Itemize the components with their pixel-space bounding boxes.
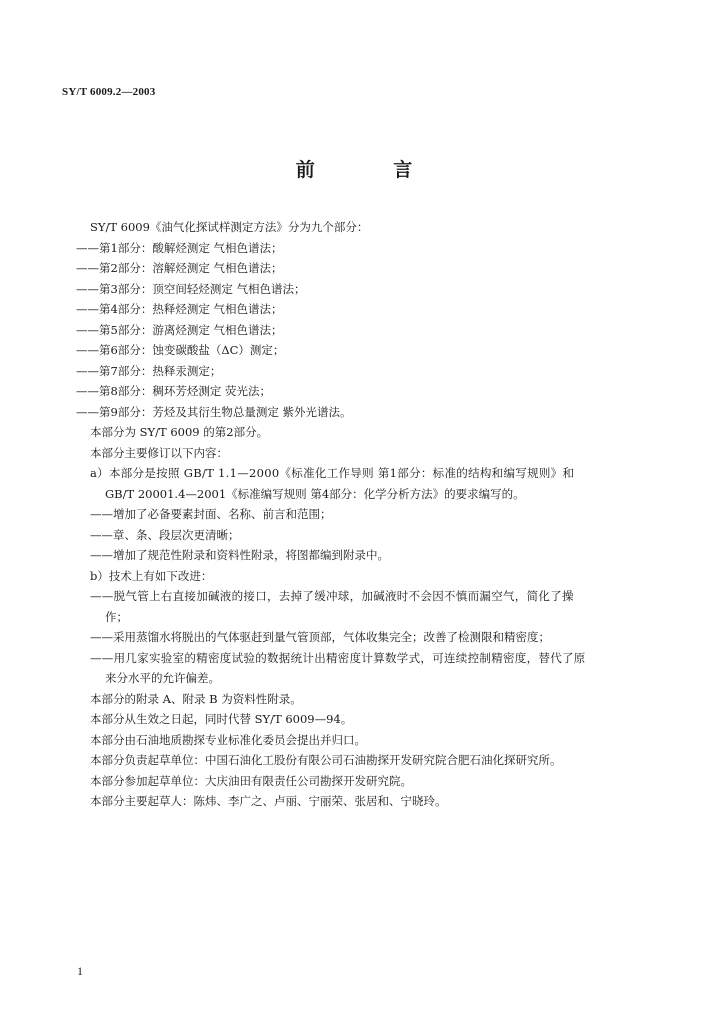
foreword-line: ——章、条、段层次更清晰； <box>90 527 240 542</box>
page-title: 前 言 <box>295 159 449 181</box>
foreword-line: ——第5部分：游离烃测定 气相色谱法； <box>76 322 283 337</box>
foreword-line: ——第8部分：稠环芳烃测定 荧光法； <box>76 384 271 398</box>
foreword-line: ——第9部分：芳烃及其衍生物总量测定 紫外光谱法。 <box>76 404 352 419</box>
foreword-line: ——增加了规范性附录和资料性附录，将图都编到附录中。 <box>90 548 389 562</box>
foreword-line: ——第3部分：顶空间轻烃测定 气相色谱法； <box>76 281 306 296</box>
foreword-line: 本部分由石油地质勘探专业标准化委员会提出并归口。 <box>90 732 366 747</box>
foreword-line: ——脱气管上右直接加碱液的接口，去掉了缓冲球，加碱液时不会因不慎而漏空气，简化了操 <box>90 589 574 603</box>
page-number: 1 <box>77 964 83 978</box>
foreword-line: SY/T 6009《油气化探试样测定方法》分为九个部分： <box>90 220 369 234</box>
foreword-line: ——采用蒸馏水将脱出的气体驱赶到量气管顶部，气体收集完全；改善了检测限和精密度； <box>90 630 550 644</box>
foreword-line: 本部分的附录 A、附录 B 为资料性附录。 <box>90 691 302 706</box>
foreword-line: 本部分主要起草人：陈炜、李广之、卢丽、宁丽荣、张居和、宁晓玲。 <box>90 794 447 808</box>
foreword-line: ——第7部分：热释汞测定； <box>76 363 222 378</box>
foreword-line: ——第1部分：酸解烃测定 气相色谱法； <box>76 240 283 255</box>
foreword-line: 来分水平的允许偏差。 <box>105 671 220 685</box>
foreword-line: ——第6部分：蚀变碳酸盐（ΔC）测定； <box>76 343 285 357</box>
foreword-line: 本部分为 SY/T 6009 的第2部分。 <box>90 425 269 439</box>
foreword-line: 本部分从生效之日起，同时代替 SY/T 6009—94。 <box>90 712 353 726</box>
standard-code: SY/T 6009.2—2003 <box>62 86 156 98</box>
foreword-line: 本部分负责起草单位：中国石油化工股份有限公司石油勘探开发研究院合肥石油化探研究所。 <box>90 753 562 767</box>
foreword-body <box>62 217 652 812</box>
foreword-line: GB/T 20001.4—2001《标准编写规则 第4部分：化学分析方法》的要求编写的。 <box>105 486 525 501</box>
foreword-line: b）技术上有如下改进： <box>90 568 213 583</box>
foreword-line: a）本部分是按照 GB/T 1.1—2000《标准化工作导则 第1部分：标准的结构和编写规则》和 <box>90 466 575 480</box>
foreword-line: 作； <box>105 609 128 624</box>
foreword-line: ——第4部分：热释烃测定 气相色谱法； <box>76 302 283 316</box>
foreword-line: ——增加了必备要素封面、名称、前言和范围； <box>90 507 332 521</box>
foreword-line: ——用几家实验室的精密度试验的数据统计出精密度计算数学式，可连续控制精密度，替代了原 <box>90 650 586 665</box>
foreword-line: ——第2部分：溶解烃测定 气相色谱法； <box>76 261 283 275</box>
foreword-line: 本部分参加起草单位：大庆油田有限责任公司勘探开发研究院。 <box>90 773 412 788</box>
foreword-line: 本部分主要修订以下内容： <box>90 445 228 460</box>
